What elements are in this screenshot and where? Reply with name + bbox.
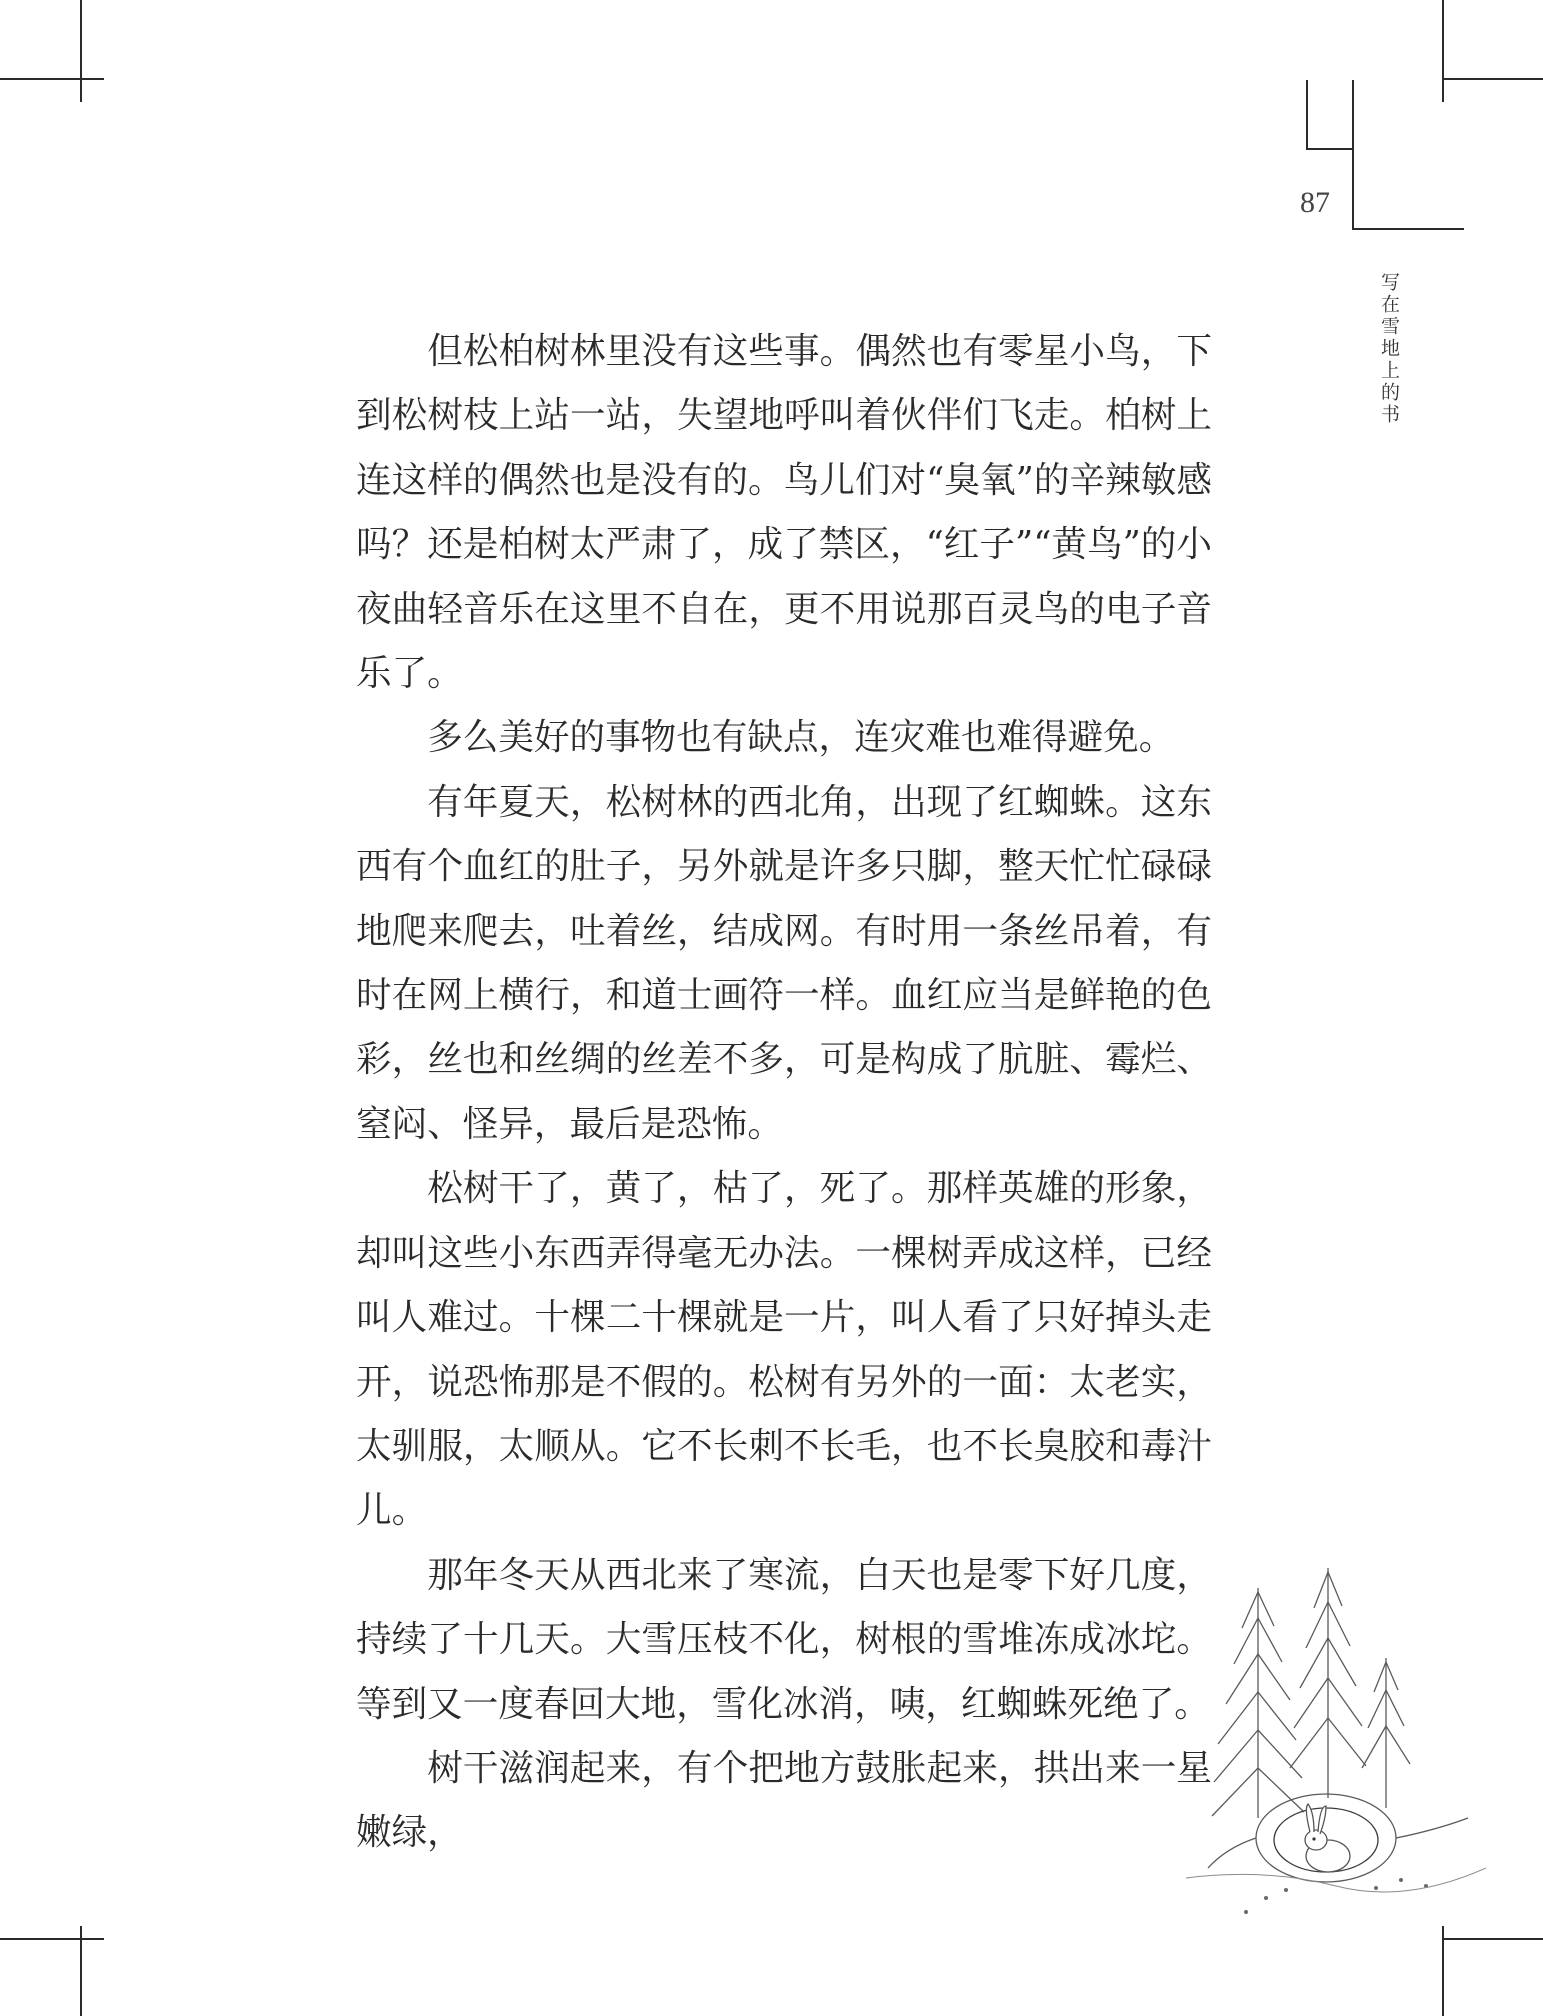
paragraph: 松树干了，黄了，枯了，死了。那样英雄的形象，却叫这些小东西弄得毫无办法。一棵树弄成这样，已经叫人难过。十棵二十棵就是一片，叫人看了只好掉头走开，说恐怖那是不假的。松树有另外的一面：太老实，太驯服，太顺从。它不长刺不长毛，也不长臭胶和毒汁儿。 bbox=[356, 1168, 1212, 1532]
paragraph: 那年冬天从西北来了寒流，白天也是零下好几度，持续了十几天。大雪压枝不化，树根的雪堆冻成冰坨。等到又一度春回大地，雪化冰消，咦，红蜘蛛死绝了。 bbox=[356, 1554, 1212, 1725]
paragraph: 树干滋润起来，有个把地方鼓胀起来，拱出来一星嫩绿， bbox=[356, 1747, 1212, 1854]
paragraph: 但松柏树林里没有这些事。偶然也有零星小鸟，下到松树枝上站一站，失望地呼叫着伙伴们飞走。柏树上连这样的偶然也是没有的。鸟儿们对“臭氧”的辛辣敏感吗？还是柏树太严肃了，成了禁区，“红子”“黄鸟”的小夜曲轻音乐在这里不自在，更不用说那百灵鸟的电子音乐了。 bbox=[356, 331, 1212, 695]
running-head: 写在雪地上的书 bbox=[1378, 272, 1400, 426]
rabbit-in-snow-illustration bbox=[1186, 1568, 1486, 1928]
paragraph: 多么美好的事物也有缺点，连灾难也难得避免。 bbox=[427, 717, 1175, 759]
paragraph: 有年夏天，松树林的西北角，出现了红蜘蛛。这东西有个血红的肚子，另外就是许多只脚，整天忙忙碌碌地爬来爬去，吐着丝，结成网。有时用一条丝吊着，有时在网上横行，和道士画符一样。血红应当是鲜艳的色彩，丝也和丝绸的丝差不多，可是构成了肮脏、霉烂、窒闷、怪异，最后是恐怖。 bbox=[356, 781, 1212, 1145]
body-text bbox=[356, 320, 1212, 1866]
page-number: 87 bbox=[1300, 186, 1330, 219]
